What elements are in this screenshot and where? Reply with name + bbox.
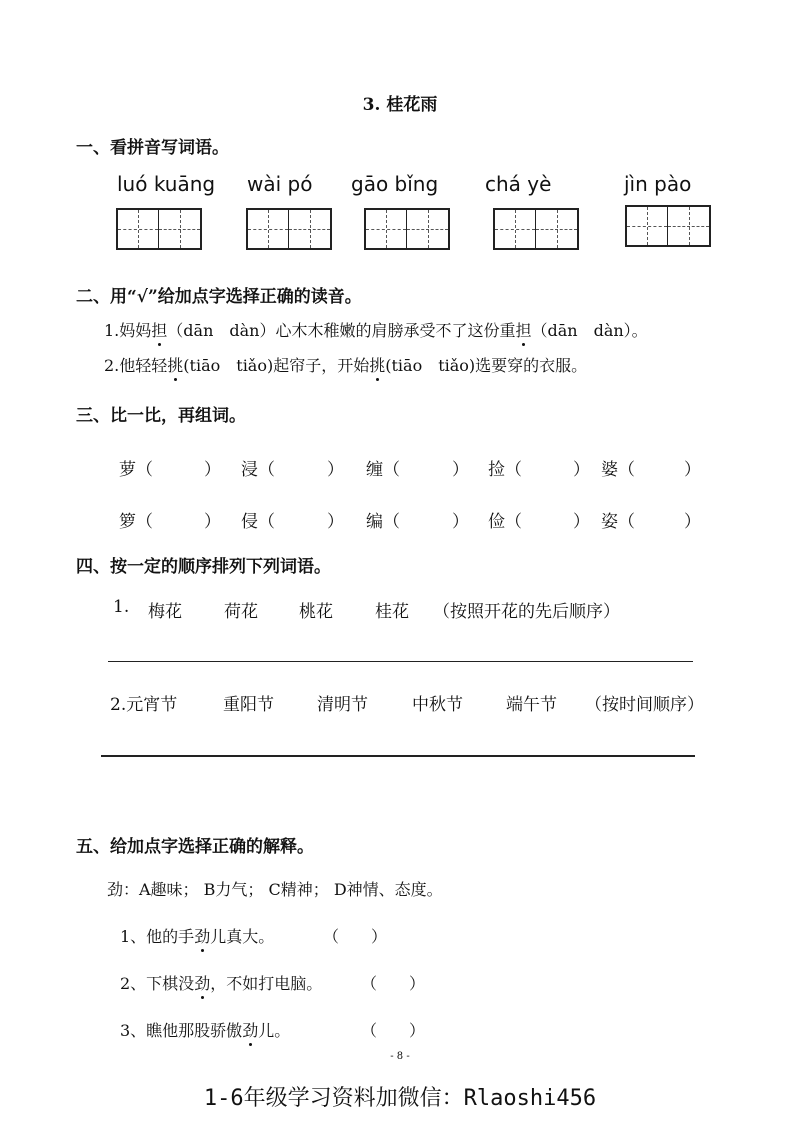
- question-5-1: [120, 924, 274, 947]
- definition-line: 劲：A趣味； B力气； C精神； D神情、态度。: [107, 880, 443, 899]
- compare-item: 捡（: [488, 460, 522, 480]
- q4-2-word: 端午节: [506, 695, 557, 715]
- dotted-char: 劲: [242, 1018, 258, 1041]
- q4-1-word: 桂花: [375, 602, 409, 622]
- compare-close: ）: [327, 460, 344, 480]
- section-4-heading: 四、按一定的顺序排列下列词语。: [76, 557, 331, 577]
- q5-2-text-a: 2、下棋没: [120, 974, 195, 993]
- pinyin-4: chá yè: [485, 172, 552, 196]
- compare-item: 浸（: [241, 460, 275, 480]
- answer-blank-3[interactable]: （ ）: [361, 1021, 426, 1040]
- q4-2-word: 2.元宵节: [110, 695, 178, 715]
- writing-grid-4[interactable]: [493, 208, 579, 250]
- pinyin-1: luó kuāng: [117, 172, 216, 196]
- writing-grid-5[interactable]: [625, 205, 711, 247]
- q4-1-word: 荷花: [224, 602, 258, 622]
- question-5-3: [120, 1018, 290, 1041]
- q5-2-text-b: ，不如打电脑。: [210, 974, 323, 993]
- dotted-char: 挑: [167, 353, 183, 376]
- q2-1-text-b: （dān dàn）心木木稚嫩的肩膀承受不了这份重: [167, 321, 516, 340]
- section-1-heading: 一、看拼音写词语。: [76, 138, 229, 158]
- q4-1-number: 1.: [113, 597, 130, 617]
- writing-grid-1[interactable]: [116, 208, 202, 250]
- compare-close: ）: [573, 460, 590, 480]
- section-3-heading: 三、比一比，再组词。: [76, 406, 246, 426]
- compare-close: ）: [452, 460, 469, 480]
- writing-grid-2[interactable]: [246, 208, 332, 250]
- q4-2-word: 中秋节: [412, 695, 463, 715]
- compare-close: ）: [204, 460, 221, 480]
- compare-close: ）: [327, 512, 344, 532]
- q4-2-word: 清明节: [317, 695, 368, 715]
- dotted-char: 担: [151, 318, 167, 341]
- compare-close: ）: [452, 512, 469, 532]
- question-5-2: [120, 971, 322, 994]
- dotted-char: 劲: [194, 971, 210, 994]
- compare-close: ）: [684, 512, 701, 532]
- section-5-heading: 五、给加点字选择正确的解释。: [76, 837, 314, 857]
- compare-item: 姿（: [601, 512, 635, 532]
- question-2-2: [104, 353, 587, 376]
- answer-blank-2[interactable]: （ ）: [361, 974, 426, 993]
- q5-3-text-b: 儿。: [258, 1021, 291, 1040]
- q4-1-word: 梅花: [148, 602, 182, 622]
- answer-line-2[interactable]: [101, 755, 695, 757]
- compare-item: 缠（: [366, 460, 400, 480]
- answer-blank-1[interactable]: （ ）: [323, 927, 388, 946]
- q4-2-word: 重阳节: [223, 695, 274, 715]
- compare-item: 箩（: [119, 512, 153, 532]
- compare-close: ）: [684, 460, 701, 480]
- question-2-1: [104, 318, 648, 341]
- page-title: 3. 桂花雨: [362, 95, 438, 115]
- compare-item: 编（: [366, 512, 400, 532]
- compare-item: 萝（: [119, 460, 153, 480]
- q4-1-hint: （按照开花的先后顺序）: [433, 602, 620, 622]
- writing-grid-3[interactable]: [364, 208, 450, 250]
- section-2-heading: 二、用“√”给加点字选择正确的读音。: [76, 287, 362, 307]
- q2-2-text-a: 2.他轻轻: [104, 356, 168, 375]
- compare-item: 侵（: [241, 512, 275, 532]
- dotted-char: 劲: [194, 924, 210, 947]
- q5-1-text-a: 1、他的手: [120, 927, 195, 946]
- compare-close: ）: [204, 512, 221, 532]
- q5-1-text-b: 儿真大。: [210, 927, 275, 946]
- pinyin-5: jìn pào: [624, 172, 692, 196]
- dotted-char: 挑: [369, 353, 385, 376]
- q5-3-text-a: 3、瞧他那股骄傲: [120, 1021, 243, 1040]
- compare-item: 俭（: [488, 512, 522, 532]
- q2-1-text-a: 1.妈妈: [104, 321, 152, 340]
- compare-close: ）: [573, 512, 590, 532]
- compare-item: 婆（: [601, 460, 635, 480]
- pinyin-3: gāo bǐng: [351, 172, 439, 196]
- q2-2-text-b: (tiāo tiǎo)起帘子，开始: [183, 356, 370, 375]
- dotted-char: 担: [515, 318, 531, 341]
- footer-ad: 1-6年级学习资料加微信：Rlaoshi456: [203, 1086, 597, 1111]
- q4-2-hint: （按时间顺序）: [585, 695, 704, 715]
- q4-1-word: 桃花: [299, 602, 333, 622]
- q2-2-text-c: (tiāo tiǎo)选要穿的衣服。: [385, 356, 588, 375]
- pinyin-2: wài pó: [247, 172, 313, 196]
- answer-line-1[interactable]: [108, 661, 693, 662]
- q2-1-text-c: （dān dàn）。: [531, 321, 648, 340]
- page-number: - 8 -: [390, 1051, 410, 1062]
